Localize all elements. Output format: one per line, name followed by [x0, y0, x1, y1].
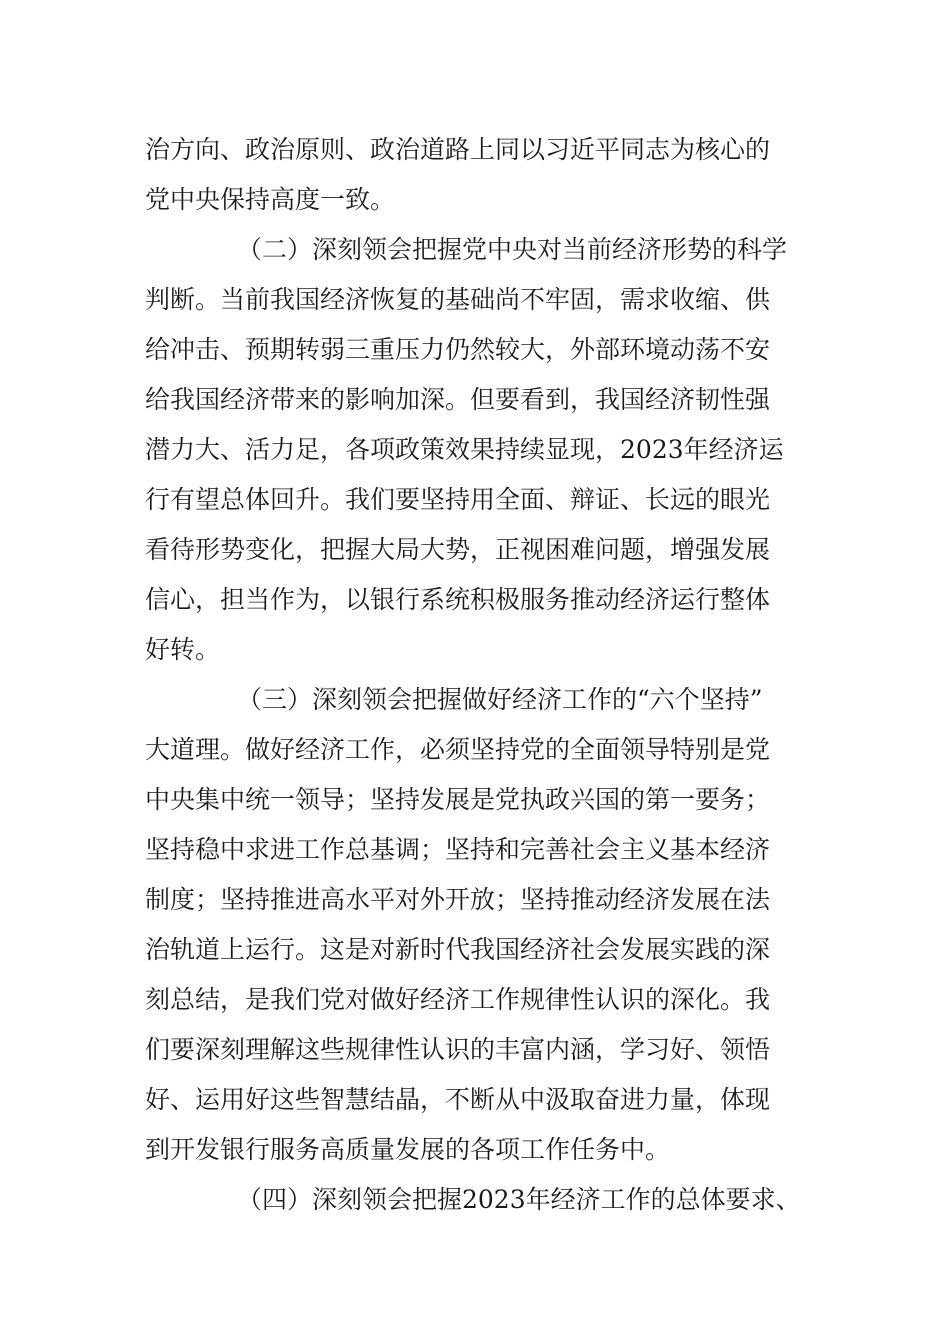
text-line: 判断。当前我国经济恢复的基础尚不牢固，需求收缩、供	[145, 285, 771, 314]
text-line: （四）深刻领会把握2023年经济工作的总体要求、	[237, 1185, 801, 1214]
text-line: （三）深刻领会把握做好经济工作的“六个坚持”	[237, 685, 763, 714]
text-line: 好转。	[145, 635, 221, 664]
text-line: 坚持稳中求进工作总基调；坚持和完善社会主义基本经济	[145, 835, 771, 864]
text-line: 好、运用好这些智慧结晶，不断从中汲取奋进力量，体现	[145, 1085, 771, 1114]
text-line: 们要深刻理解这些规律性认识的丰富内涵，学习好、领悟	[145, 1035, 771, 1064]
text-line: 看待形势变化，把握大局大势，正视困难问题，增强发展	[145, 535, 771, 564]
text-line: 刻总结，是我们党对做好经济工作规律性认识的深化。我	[145, 985, 771, 1014]
text-line: 治方向、政治原则、政治道路上同以习近平同志为核心的	[145, 135, 771, 164]
text-line: 信心，担当作为，以银行系统积极服务推动经济运行整体	[145, 585, 771, 614]
text-line: 行有望总体回升。我们要坚持用全面、辩证、长远的眼光	[145, 485, 771, 514]
text-line: （二）深刻领会把握党中央对当前经济形势的科学	[237, 235, 788, 264]
text-line: 给我国经济带来的影响加深。但要看到，我国经济韧性强	[145, 385, 771, 414]
text-line: 党中央保持高度一致。	[145, 185, 396, 214]
text-line: 大道理。做好经济工作，必须坚持党的全面领导特别是党	[145, 735, 771, 764]
text-line: 中央集中统一领导；坚持发展是党执政兴国的第一要务；	[145, 785, 771, 814]
text-line: 治轨道上运行。这是对新时代我国经济社会发展实践的深	[145, 935, 771, 964]
text-line: 制度；坚持推进高水平对外开放；坚持推动经济发展在法	[145, 885, 771, 914]
text-line: 潜力大、活力足，各项政策效果持续显现，2023年经济运	[145, 435, 784, 464]
text-line: 到开发银行服务高质量发展的各项工作任务中。	[145, 1135, 671, 1164]
text-line: 给冲击、预期转弱三重压力仍然较大，外部环境动荡不安	[145, 335, 771, 364]
